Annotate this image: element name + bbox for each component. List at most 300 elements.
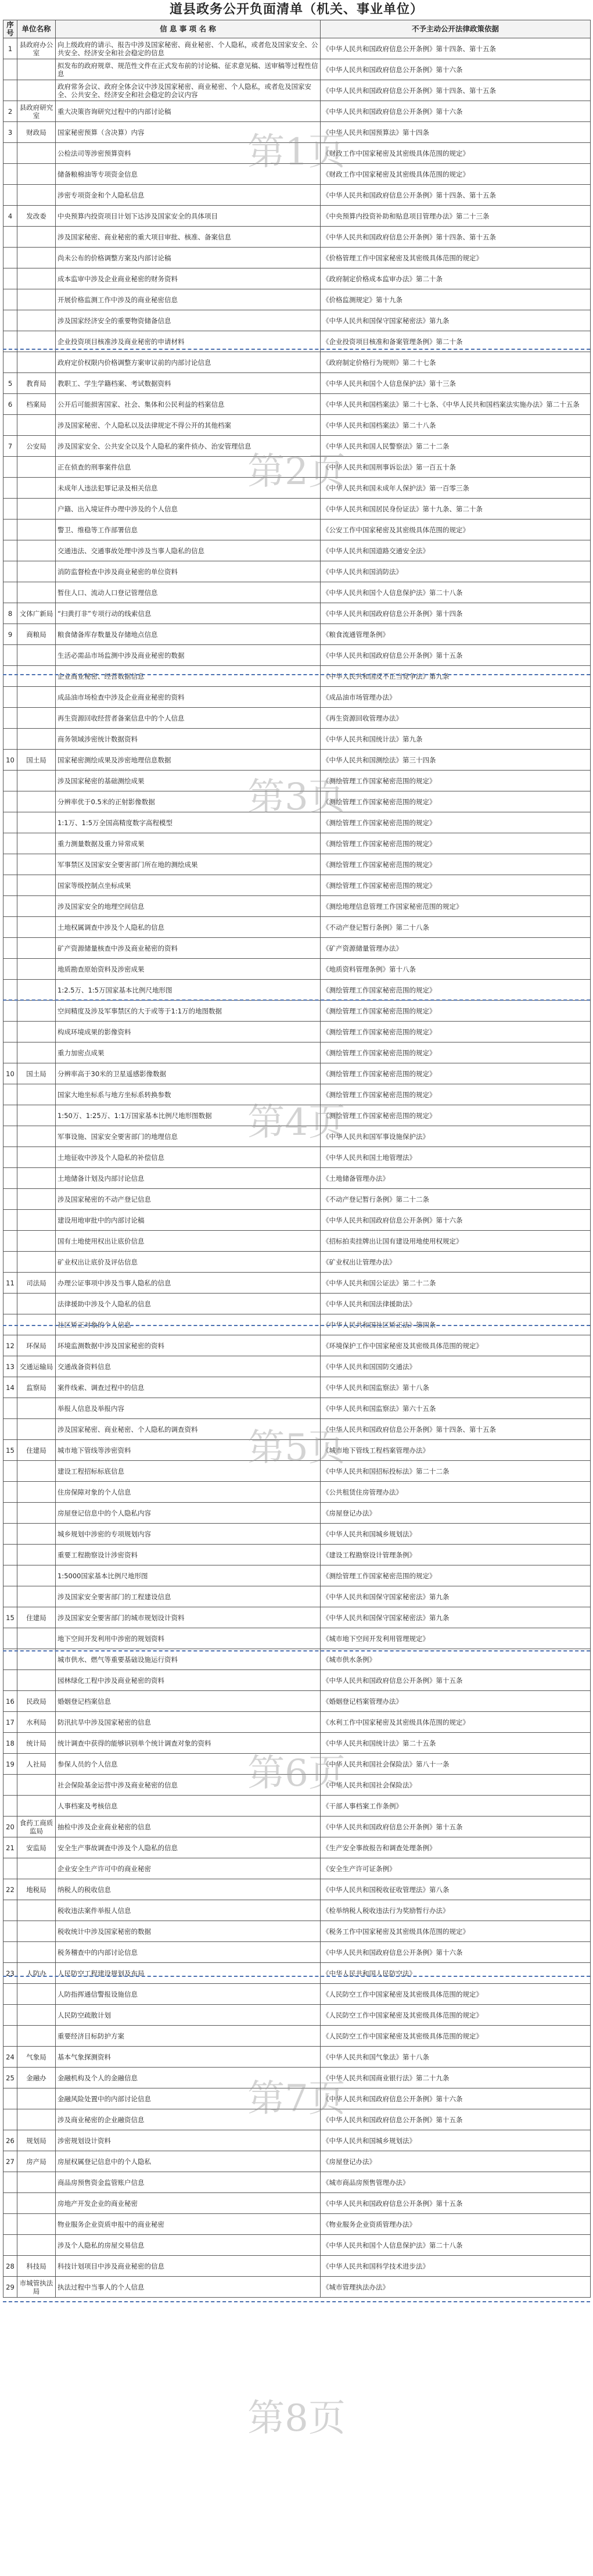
legal-basis: 《中华人民共和国居民身份证法》第十九条、第二十条: [321, 499, 591, 520]
table-row: [3, 2109, 591, 2130]
item-name: 涉及国家秘密、个人隐私以及法律规定不得公开的其他档案: [56, 415, 321, 436]
legal-basis: 《测绘管理工作国家秘密范围的规定》: [321, 980, 591, 1001]
item-name: 教职工、学生学籍档案、考试数据资料: [56, 373, 321, 394]
unit-name: [17, 1189, 56, 1210]
unit-name: [17, 833, 56, 854]
table-row: [3, 310, 591, 331]
legal-basis: 《公安工作中国家秘密及其密级具体范围的规定》: [321, 520, 591, 540]
legal-basis: 《中华人民共和国政府信息公开条例》第十四条、第十五条: [321, 227, 591, 248]
legal-basis: 《中华人民共和国政府信息公开条例》第十五条: [321, 2193, 591, 2214]
table-row: [3, 1858, 591, 1879]
unit-name: 文体广新局: [17, 603, 56, 624]
unit-name: [17, 248, 56, 268]
table-row: [3, 771, 591, 791]
legal-basis: 《中华人民共和国政府信息公开条例》第十五条: [321, 1670, 591, 1691]
row-number: 16: [3, 1691, 17, 1712]
row-number: 7: [3, 436, 17, 457]
row-number: [3, 1314, 17, 1335]
item-name: 物业服务企业资质申报中的商业秘密: [56, 2214, 321, 2235]
item-name: 企业商业秘密、经营数据信息: [56, 666, 321, 687]
table-row: [3, 101, 591, 122]
table-row: [3, 352, 591, 373]
item-name: “扫黄打非”专项行动的线索信息: [56, 603, 321, 624]
item-name: 安全生产事故调查中涉及个人隐私的信息: [56, 1837, 321, 1858]
item-name: 金融风险处置中的内部讨论信息: [56, 2088, 321, 2109]
item-name: 城乡规划中涉密的专项规划内容: [56, 1524, 321, 1545]
legal-basis: 《成品油市场管理办法》: [321, 687, 591, 708]
table-row: [3, 1461, 591, 1482]
page-title: 道县政务公开负面清单（机关、事业单位）: [169, 2, 423, 17]
legal-basis: 《城市商品房预售管理办法》: [321, 2172, 591, 2193]
legal-basis: 《中华人民共和国个人信息保护法》第十三条: [321, 373, 591, 394]
table-row: [3, 1022, 591, 1042]
unit-name: 房产局: [17, 2151, 56, 2172]
unit-name: [17, 917, 56, 938]
item-name: 住房保障对象的个人信息: [56, 1482, 321, 1503]
table-row: [3, 1503, 591, 1524]
item-name: 国家等级控制点坐标成果: [56, 875, 321, 896]
item-name: 涉及国家安全、公共安全以及个人隐私的案件侦办、治安管理信息: [56, 436, 321, 457]
table-row: [3, 1335, 591, 1356]
table-row: [3, 1273, 591, 1294]
row-number: [3, 1858, 17, 1879]
item-name: 1:50万、1:25万、1:1万国家基本比例尺地形图数据: [56, 1105, 321, 1126]
row-number: [3, 1461, 17, 1482]
unit-name: 住建局: [17, 1440, 56, 1461]
page-watermark: 第4页: [247, 1101, 346, 1144]
legal-basis: 《中华人民共和国人民警察法》第二十二条: [321, 436, 591, 457]
item-name: 重要工程勘察设计涉密资料: [56, 1545, 321, 1565]
row-number: [3, 875, 17, 896]
row-number: [3, 457, 17, 478]
legal-basis: 《财政工作中国家秘密及其密级具体范围的规定》: [321, 143, 591, 164]
legal-basis: 《不动产登记暂行条例》第二十八条: [321, 917, 591, 938]
row-number: [3, 310, 17, 331]
legal-basis: 《再生资源回收管理办法》: [321, 708, 591, 729]
item-name: 金融机构及个人的金融信息: [56, 2068, 321, 2088]
unit-name: [17, 687, 56, 708]
table-row: [3, 1796, 591, 1817]
row-number: 5: [3, 373, 17, 394]
item-name: 政府常务会议、政府全体会议中涉及国家秘密、商业秘密、个人隐私，或者危及国家安全、公共安全、经济安全和社会稳定的会议内容: [56, 80, 321, 101]
unit-name: [17, 2088, 56, 2109]
table-row: [3, 1001, 591, 1022]
row-number: [3, 1042, 17, 1063]
legal-basis: 《企业投资项目核准和备案管理条例》第二十条: [321, 331, 591, 352]
legal-basis: 《中华人民共和国保守国家秘密法》第九条: [321, 1607, 591, 1628]
item-name: 储备粮棉油等专项资金信息: [56, 164, 321, 185]
legal-basis: 《测绘管理工作国家秘密范围的规定》: [321, 854, 591, 875]
row-number: [3, 1482, 17, 1503]
row-number: 18: [3, 1733, 17, 1754]
item-name: 警卫、维稳等工作部署信息: [56, 520, 321, 540]
unit-name: [17, 2005, 56, 2026]
table-row: [3, 540, 591, 561]
row-number: 26: [3, 2130, 17, 2151]
item-name: 涉密规划设计资料: [56, 2130, 321, 2151]
table-row: [3, 2193, 591, 2214]
item-name: 1:5000国家基本比例尺地形图: [56, 1565, 321, 1586]
row-number: [3, 1147, 17, 1168]
legal-basis: 《中华人民共和国气象法》第十八条: [321, 2047, 591, 2068]
table-row: [3, 1984, 591, 2005]
unit-name: [17, 1524, 56, 1545]
row-number: 8: [3, 603, 17, 624]
legal-basis: 《中华人民共和国档案法》第二十八条: [321, 415, 591, 436]
unit-name: 县政府研究室: [17, 101, 56, 122]
unit-name: [17, 666, 56, 687]
unit-name: [17, 227, 56, 248]
row-number: [3, 352, 17, 373]
row-number: [3, 499, 17, 520]
legal-basis: 《土地储备管理办法》: [321, 1168, 591, 1189]
legal-basis: 《招标拍卖挂牌出让国有建设用地使用权规定》: [321, 1231, 591, 1252]
unit-name: [17, 1001, 56, 1022]
legal-basis: 《城市地下管线工程档案管理办法》: [321, 1440, 591, 1461]
unit-name: [17, 1231, 56, 1252]
table-row: [3, 1628, 591, 1649]
table-header-row: [3, 20, 591, 38]
item-name: 国家大地坐标系与地方坐标系转换参数: [56, 1084, 321, 1105]
table-row: [3, 59, 591, 80]
unit-name: [17, 729, 56, 750]
item-name: 涉及国家安全要害部门的城市规划设计资料: [56, 1607, 321, 1628]
table-row: [3, 645, 591, 666]
legal-basis: 《中华人民共和国消防法》: [321, 561, 591, 582]
table-row: [3, 1210, 591, 1231]
legal-basis: 《环境保护工作中国家秘密及其密级具体范围的规定》: [321, 1335, 591, 1356]
row-number: [3, 1524, 17, 1545]
row-number: [3, 1586, 17, 1607]
legal-basis: 《中华人民共和国政府信息公开条例》第十六条: [321, 1210, 591, 1231]
item-name: 企业投资项目核准涉及商业秘密的申请材料: [56, 331, 321, 352]
legal-basis: 《中华人民共和国政府信息公开条例》第十五条: [321, 1817, 591, 1837]
row-number: 10: [3, 1063, 17, 1084]
table-row: [3, 2214, 591, 2235]
legal-basis: 《中华人民共和国政府信息公开条例》第十四条、第十五条: [321, 38, 591, 59]
row-number: [3, 2026, 17, 2047]
table-row: [3, 833, 591, 854]
row-number: 21: [3, 1837, 17, 1858]
row-number: [3, 938, 17, 959]
row-number: [3, 1628, 17, 1649]
table-row: [3, 1063, 591, 1084]
row-number: [3, 540, 17, 561]
item-name: 空间精度及涉及军事禁区的大于或等于1:1万的地图数据: [56, 1001, 321, 1022]
unit-name: [17, 331, 56, 352]
unit-name: [17, 1482, 56, 1503]
legal-basis: 《中华人民共和国监察法》第六十五条: [321, 1398, 591, 1419]
legal-basis: 《中华人民共和国土地管理法》: [321, 1147, 591, 1168]
table-row: [3, 896, 591, 917]
table-row: [3, 1084, 591, 1105]
legal-basis: 《中华人民共和国政府信息公开条例》第十六条: [321, 101, 591, 122]
table-body: [3, 38, 591, 2298]
unit-name: [17, 1565, 56, 1586]
item-name: 案件线索、调查过程中的信息: [56, 1377, 321, 1398]
item-name: 构成环境成果的影像资料: [56, 1022, 321, 1042]
unit-name: [17, 2172, 56, 2193]
item-name: 执法过程中当事人的个人信息: [56, 2277, 321, 2298]
table-row: [3, 2256, 591, 2277]
item-name: 房屋权属登记信息中的个人隐私: [56, 2151, 321, 2172]
table-row: [3, 1147, 591, 1168]
legal-basis: 《婚姻登记档案管理办法》: [321, 1691, 591, 1712]
unit-name: 档案局: [17, 394, 56, 415]
row-number: [3, 2214, 17, 2235]
legal-basis: 《测绘管理工作国家秘密范围的规定》: [321, 1042, 591, 1063]
row-number: [3, 2193, 17, 2214]
table-row: [3, 499, 591, 520]
legal-basis: 《物业服务企业资质管理办法》: [321, 2214, 591, 2235]
item-name: 防汛抗旱中涉及国家秘密的信息: [56, 1712, 321, 1733]
page-watermark: 第5页: [247, 1427, 346, 1470]
row-number: [3, 1565, 17, 1586]
legal-basis: 《测绘管理工作国家秘密范围的规定》: [321, 771, 591, 791]
table-row: [3, 603, 591, 624]
unit-name: [17, 1649, 56, 1670]
unit-name: 教育局: [17, 373, 56, 394]
table-row: [3, 520, 591, 540]
row-number: [3, 729, 17, 750]
row-number: [3, 791, 17, 812]
unit-name: 发改委: [17, 206, 56, 227]
table-row: [3, 917, 591, 938]
legal-basis: 《中华人民共和国政府信息公开条例》第十六条: [321, 59, 591, 80]
table-row: [3, 373, 591, 394]
item-name: 人防指挥通信警报设施信息: [56, 1984, 321, 2005]
legal-basis: 《中华人民共和国商业银行法》第二十九条: [321, 2068, 591, 2088]
row-number: [3, 520, 17, 540]
table-row: [3, 1294, 591, 1314]
unit-name: [17, 1796, 56, 1817]
table-row: [3, 415, 591, 436]
item-name: 地下空间开发利用中涉密的规划资料: [56, 1628, 321, 1649]
unit-name: [17, 289, 56, 310]
legal-basis: 《中央预算内投资补助和贴息项目管理办法》第二十三条: [321, 206, 591, 227]
legal-basis: 《城市管理执法办法》: [321, 2277, 591, 2298]
unit-name: [17, 1586, 56, 1607]
row-number: 15: [3, 1607, 17, 1628]
table-row: [3, 2026, 591, 2047]
table-row: [3, 1398, 591, 1419]
row-number: [3, 666, 17, 687]
legal-basis: 《中华人民共和国保守国家秘密法》第九条: [321, 310, 591, 331]
legal-basis: 《测绘管理工作国家秘密范围的规定》: [321, 1063, 591, 1084]
legal-basis: 《人民防空工作中国家秘密及其密级具体范围的规定》: [321, 2005, 591, 2026]
legal-basis: 《测绘管理工作国家秘密范围的规定》: [321, 791, 591, 812]
row-number: 2: [3, 101, 17, 122]
row-number: 23: [3, 1963, 17, 1984]
row-number: 20: [3, 1817, 17, 1837]
row-number: 14: [3, 1377, 17, 1398]
row-number: [3, 1942, 17, 1963]
unit-name: 科技局: [17, 2256, 56, 2277]
legal-basis: 《房屋登记办法》: [321, 1503, 591, 1524]
row-number: [3, 980, 17, 1001]
row-number: 3: [3, 122, 17, 143]
row-number: [3, 1001, 17, 1022]
item-name: 中央预算内投资项目计划下达涉及国家安全的具体项目: [56, 206, 321, 227]
item-name: 涉及国家经济安全的重要物资储备信息: [56, 310, 321, 331]
table-row: [3, 875, 591, 896]
row-number: [3, 1670, 17, 1691]
unit-name: [17, 1461, 56, 1482]
unit-name: 交通运输局: [17, 1356, 56, 1377]
legal-basis: 《中华人民共和国统计法》第九条: [321, 729, 591, 750]
legal-basis: 《中华人民共和国法律援助法》: [321, 1294, 591, 1314]
table-row: [3, 2088, 591, 2109]
unit-name: [17, 478, 56, 499]
legal-basis: 《建设工程勘察设计管理条例》: [321, 1545, 591, 1565]
row-number: 10: [3, 750, 17, 771]
item-name: 科技计划项目中涉及商业秘密的信息: [56, 2256, 321, 2277]
row-number: [3, 959, 17, 980]
unit-name: [17, 310, 56, 331]
row-number: [3, 1126, 17, 1147]
legal-basis: 《城市地下空间开发利用管理规定》: [321, 1628, 591, 1649]
item-name: 商务领域涉密统计数据资料: [56, 729, 321, 750]
page-break-line: [3, 2301, 590, 2302]
item-name: 重要经济目标防护方案: [56, 2026, 321, 2047]
unit-name: 人防办: [17, 1963, 56, 1984]
table-row: [3, 582, 591, 603]
item-name: 未成年人违法犯罪记录及相关信息: [56, 478, 321, 499]
table-row: [3, 2172, 591, 2193]
legal-basis: 《中华人民共和国个人信息保护法》第二十八条: [321, 582, 591, 603]
row-number: [3, 1419, 17, 1440]
unit-name: [17, 791, 56, 812]
unit-name: [17, 959, 56, 980]
unit-name: [17, 415, 56, 436]
table-row: [3, 561, 591, 582]
table-row: [3, 708, 591, 729]
unit-name: [17, 1042, 56, 1063]
item-name: 婚姻登记档案信息: [56, 1691, 321, 1712]
unit-name: [17, 1022, 56, 1042]
item-name: 国家秘密预算（含决算）内容: [56, 122, 321, 143]
table-row: [3, 1042, 591, 1063]
unit-name: [17, 1419, 56, 1440]
legal-basis: 《测绘管理工作国家秘密范围的规定》: [321, 1022, 591, 1042]
legal-basis: 《中华人民共和国公证法》第二十二条: [321, 1273, 591, 1294]
page-watermark: 第3页: [247, 776, 346, 819]
item-name: 户籍、出入境证件办理中涉及的个人信息: [56, 499, 321, 520]
table-row: [3, 1754, 591, 1775]
unit-name: [17, 1294, 56, 1314]
item-name: 再生资源回收经营者备案信息中的个人信息: [56, 708, 321, 729]
row-number: [3, 1775, 17, 1796]
item-name: 涉及国家秘密的不动产登记信息: [56, 1189, 321, 1210]
row-number: [3, 1503, 17, 1524]
unit-name: [17, 771, 56, 791]
unit-name: 住建局: [17, 1607, 56, 1628]
row-number: 25: [3, 2068, 17, 2088]
table-row: [3, 1775, 591, 1796]
table-row: [3, 1356, 591, 1377]
table-row: [3, 1670, 591, 1691]
row-number: [3, 2005, 17, 2026]
item-name: 土地征收中涉及个人隐私的补偿信息: [56, 1147, 321, 1168]
legal-basis: 《中华人民共和国科学技术进步法》: [321, 2256, 591, 2277]
row-number: [3, 1545, 17, 1565]
table-row: [3, 959, 591, 980]
row-number: [3, 1398, 17, 1419]
item-name: 涉及商业秘密的企业融资信息: [56, 2109, 321, 2130]
table-row: [3, 1733, 591, 1754]
unit-name: [17, 812, 56, 833]
table-row: [3, 1524, 591, 1545]
unit-name: 规划局: [17, 2130, 56, 2151]
item-name: 社会保险基金运营中涉及商业秘密的信息: [56, 1775, 321, 1796]
item-name: 分辨率高于30米的卫星遥感影像数据: [56, 1063, 321, 1084]
table-row: [3, 750, 591, 771]
item-name: 军事禁区及国家安全要害部门所在地的测绘成果: [56, 854, 321, 875]
item-name: 涉及国家安全的地理空间信息: [56, 896, 321, 917]
item-name: 1:1万、1:5万全国高精度数字高程模型: [56, 812, 321, 833]
unit-name: [17, 896, 56, 917]
item-name: 国有土地使用权出让底价信息: [56, 1231, 321, 1252]
row-number: [3, 164, 17, 185]
header-legal-basis: 不予主动公开法律政策依据: [321, 20, 591, 38]
row-number: 28: [3, 2256, 17, 2277]
row-number: [3, 645, 17, 666]
unit-name: [17, 938, 56, 959]
row-number: [3, 2235, 17, 2256]
row-number: [3, 1231, 17, 1252]
table-row: [3, 1482, 591, 1503]
legal-basis: 《人民防空工作中国家秘密及其密级具体范围的规定》: [321, 2026, 591, 2047]
row-number: 4: [3, 206, 17, 227]
table-row: [3, 687, 591, 708]
row-number: 13: [3, 1356, 17, 1377]
item-name: 1:2.5万、1:5万国家基本比例尺地形图: [56, 980, 321, 1001]
item-name: 人民防空工程建设规划及布局: [56, 1963, 321, 1984]
header-item-name: 信 息 事 项 名 称: [56, 20, 321, 38]
row-number: [3, 143, 17, 164]
row-number: [3, 268, 17, 289]
table-row: [3, 938, 591, 959]
table-row: [3, 1168, 591, 1189]
table-row: [3, 1252, 591, 1273]
table-row: [3, 164, 591, 185]
legal-basis: 《粮食流通管理条例》: [321, 624, 591, 645]
legal-basis: 《中华人民共和国社会保险法》第八十一条: [321, 1754, 591, 1775]
row-number: [3, 80, 17, 101]
item-name: 尚未公布的价格调整方案及内部讨论稿: [56, 248, 321, 268]
item-name: 涉及国家秘密的基础测绘成果: [56, 771, 321, 791]
table-row: [3, 457, 591, 478]
legal-basis: 《人民防空工作中国家秘密及其密级具体范围的规定》: [321, 1984, 591, 2005]
row-number: [3, 2109, 17, 2130]
legal-basis: 《测绘管理工作国家秘密范围的规定》: [321, 1105, 591, 1126]
item-name: 统计调查中获得的能够识别单个统计调查对象的资料: [56, 1733, 321, 1754]
legal-basis: 《中华人民共和国监察法》第十八条: [321, 1377, 591, 1398]
unit-name: [17, 2235, 56, 2256]
unit-name: [17, 268, 56, 289]
item-name: 地质勘查原始资料及涉密成果: [56, 959, 321, 980]
row-number: [3, 687, 17, 708]
row-number: [3, 1105, 17, 1126]
legal-basis: 《中华人民共和国社会保险法》: [321, 1775, 591, 1796]
unit-name: [17, 1858, 56, 1879]
item-name: 交通违法、交通事故处理中涉及当事人隐私的信息: [56, 540, 321, 561]
row-number: [3, 248, 17, 268]
item-name: 成本监审中涉及企业商业秘密的财务资料: [56, 268, 321, 289]
legal-basis: 《中华人民共和国社区矫正法》第四条: [321, 1314, 591, 1335]
unit-name: 财政局: [17, 122, 56, 143]
row-number: [3, 331, 17, 352]
